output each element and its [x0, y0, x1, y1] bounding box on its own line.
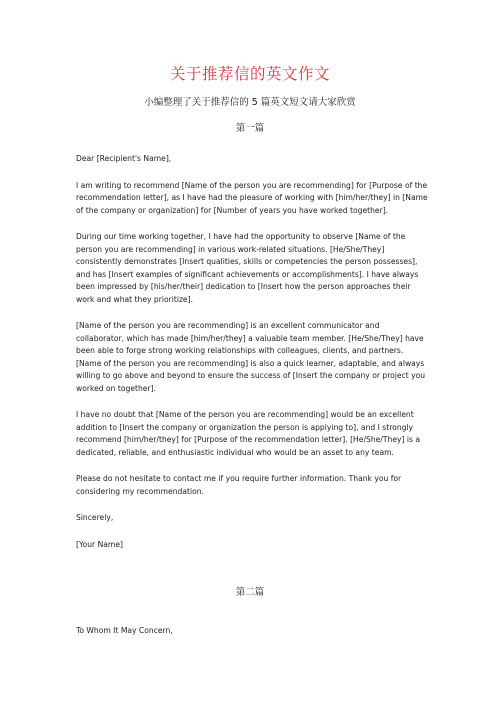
letter-closing: Sincerely, [76, 513, 114, 522]
letter-salutation: Dear [Recipient's Name], [76, 154, 172, 163]
document-subtitle: 小编整理了关于推荐信的 5 篇英文短文请大家欣赏 [144, 97, 356, 108]
section-2-heading: 第二篇 [235, 587, 265, 598]
section-2-letter [76, 625, 428, 638]
section-1-letter [76, 153, 428, 551]
letter-salutation: To Whom It May Concern, [76, 626, 173, 635]
letter-paragraph: [Name of the person you are recommending] is an excellent communicator and collaborator, which has made [him/her/they] a valuable team member. [He/She/They] have been able to forge strong working relationships with colleagues, clients, and partners. [Name of the person you are recommending] is also a quick learner, adaptable, and always willing to go above and beyond to ensure the success of [Insert the company or project you worked on together]. [76, 321, 426, 393]
letter-paragraph: I am writing to recommend [Name of the person you are recommending] for [Purpose of the recommendation letter], as I have had the pleasure of working with [him/her/they] in [Name of the company or organization] for [Number of years you have worked together]. [76, 180, 428, 215]
letter-signature: [Your Name] [76, 539, 123, 549]
document-title: 关于推荐信的英文作文 [169, 65, 330, 83]
letter-paragraph: During our time working together, I have had the opportunity to observe [Name of the person you are recommending] in various work-related situations. [He/She/They] consistently demonstrates [Insert qualities, skills or competencies the person possesses], and has [Insert examples of significant achievements or accomplishments]. I have always been impressed by [his/her/their] dedication to [Insert how the person approaches their work and what they prioritize]. [76, 232, 419, 304]
section-1-heading: 第一篇 [235, 123, 265, 134]
letter-paragraph: I have no doubt that [Name of the person you are recommending] would be an excellent addition to [Insert the company or organization the person is applying to], and I strongly recommend [him/her/they] for [Purpose of the recommendation letter]. [He/She/They] is a dedicated, reliable, and enthusiastic individual who would be an asset to any team. [76, 410, 420, 457]
letter-paragraph: Please do not hesitate to contact me if you require further information. Thank you for considering my recommendation. [76, 474, 402, 496]
